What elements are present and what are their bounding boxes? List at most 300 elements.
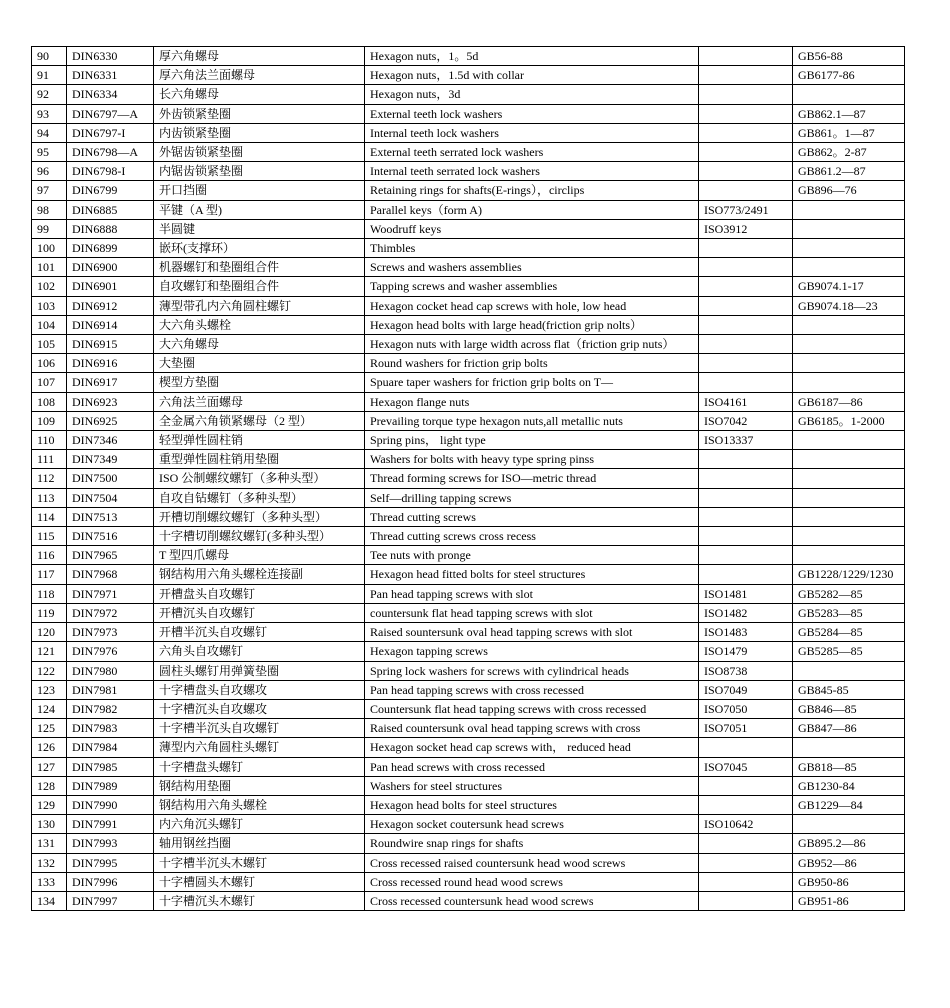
chinese-name-cell: 内锯齿锁紧垫圈 <box>154 162 365 181</box>
row-number-cell: 125 <box>32 719 67 738</box>
english-description-cell: Hexagon head fitted bolts for steel structures <box>365 565 699 584</box>
english-description-cell: Washers for bolts with heavy type spring pinss <box>365 450 699 469</box>
chinese-name-cell: 十字槽切削螺纹螺钉(多种头型） <box>154 527 365 546</box>
iso-code-cell: ISO1483 <box>699 623 793 642</box>
english-description-cell: Woodruff keys <box>365 219 699 238</box>
gb-code-cell <box>793 335 905 354</box>
row-number-cell: 123 <box>32 680 67 699</box>
gb-code-cell <box>793 527 905 546</box>
din-code-cell: DIN6915 <box>67 335 154 354</box>
row-number-cell: 93 <box>32 104 67 123</box>
english-description-cell: Hexagon socket coutersunk head screws <box>365 815 699 834</box>
chinese-name-cell: 厚六角螺母 <box>154 47 365 66</box>
chinese-name-cell: 圆柱头螺钉用弹簧垫圈 <box>154 661 365 680</box>
chinese-name-cell: 内六角沉头螺钉 <box>154 815 365 834</box>
iso-code-cell <box>699 66 793 85</box>
chinese-name-cell: 开槽盘头自攻螺钉 <box>154 584 365 603</box>
din-code-cell: DIN6925 <box>67 411 154 430</box>
iso-code-cell: ISO7050 <box>699 699 793 718</box>
din-code-cell: DIN7513 <box>67 507 154 526</box>
row-number-cell: 130 <box>32 815 67 834</box>
iso-code-cell: ISO10642 <box>699 815 793 834</box>
gb-code-cell <box>793 239 905 258</box>
english-description-cell: Countersunk flat head tapping screws with cross recessed <box>365 699 699 718</box>
english-description-cell: Hexagon socket head cap screws with， reduced head <box>365 738 699 757</box>
gb-code-cell <box>793 219 905 238</box>
table-row <box>32 661 905 680</box>
table-row <box>32 757 905 776</box>
din-code-cell: DIN7997 <box>67 891 154 910</box>
chinese-name-cell: 自攻自钻螺钉（多种头型） <box>154 488 365 507</box>
din-code-cell: DIN7981 <box>67 680 154 699</box>
english-description-cell: Spring pins， light type <box>365 431 699 450</box>
table-row <box>32 411 905 430</box>
chinese-name-cell: 大六角头螺栓 <box>154 315 365 334</box>
row-number-cell: 90 <box>32 47 67 66</box>
iso-code-cell: ISO7051 <box>699 719 793 738</box>
gb-code-cell: GB952—86 <box>793 853 905 872</box>
table-row <box>32 815 905 834</box>
gb-code-cell: GB818—85 <box>793 757 905 776</box>
row-number-cell: 112 <box>32 469 67 488</box>
din-code-cell: DIN7349 <box>67 450 154 469</box>
row-number-cell: 122 <box>32 661 67 680</box>
din-code-cell: DIN7968 <box>67 565 154 584</box>
english-description-cell: Hexagon nuts with large width across flat（friction grip nuts） <box>365 335 699 354</box>
chinese-name-cell: 钢结构用六角头螺栓 <box>154 795 365 814</box>
gb-code-cell <box>793 315 905 334</box>
table-row <box>32 66 905 85</box>
iso-code-cell <box>699 143 793 162</box>
din-code-cell: DIN7991 <box>67 815 154 834</box>
table-row <box>32 315 905 334</box>
iso-code-cell: ISO1482 <box>699 603 793 622</box>
gb-code-cell <box>793 661 905 680</box>
row-number-cell: 97 <box>32 181 67 200</box>
iso-code-cell: ISO7045 <box>699 757 793 776</box>
iso-code-cell <box>699 834 793 853</box>
iso-code-cell <box>699 335 793 354</box>
row-number-cell: 127 <box>32 757 67 776</box>
gb-code-cell <box>793 488 905 507</box>
chinese-name-cell: 薄型内六角圆柱头螺钉 <box>154 738 365 757</box>
table-row <box>32 642 905 661</box>
gb-code-cell <box>793 373 905 392</box>
english-description-cell: Spring lock washers for screws with cylindrical heads <box>365 661 699 680</box>
din-code-cell: DIN6888 <box>67 219 154 238</box>
table-row <box>32 872 905 891</box>
chinese-name-cell: 半圆键 <box>154 219 365 238</box>
table-row <box>32 565 905 584</box>
din-code-cell: DIN7504 <box>67 488 154 507</box>
iso-code-cell <box>699 872 793 891</box>
table-row <box>32 239 905 258</box>
din-code-cell: DIN7990 <box>67 795 154 814</box>
chinese-name-cell: 六角头自攻螺钉 <box>154 642 365 661</box>
english-description-cell: Parallel keys（form A) <box>365 200 699 219</box>
english-description-cell: Tapping screws and washer assemblies <box>365 277 699 296</box>
english-description-cell: Hexagon tapping screws <box>365 642 699 661</box>
din-code-cell: DIN7516 <box>67 527 154 546</box>
english-description-cell: Cross recessed raised countersunk head wood screws <box>365 853 699 872</box>
gb-code-cell: GB5284—85 <box>793 623 905 642</box>
row-number-cell: 109 <box>32 411 67 430</box>
chinese-name-cell: 平键（A 型) <box>154 200 365 219</box>
din-code-cell: DIN7996 <box>67 872 154 891</box>
row-number-cell: 108 <box>32 392 67 411</box>
din-code-cell: DIN6799 <box>67 181 154 200</box>
row-number-cell: 106 <box>32 354 67 373</box>
english-description-cell: Self—drilling tapping screws <box>365 488 699 507</box>
table-row <box>32 776 905 795</box>
iso-code-cell <box>699 450 793 469</box>
table-row <box>32 738 905 757</box>
gb-code-cell <box>793 354 905 373</box>
chinese-name-cell: 钢结构用六角头螺栓连接副 <box>154 565 365 584</box>
din-code-cell: DIN7989 <box>67 776 154 795</box>
din-code-cell: DIN6923 <box>67 392 154 411</box>
english-description-cell: Thread forming screws for ISO—metric thread <box>365 469 699 488</box>
iso-code-cell <box>699 738 793 757</box>
chinese-name-cell: 薄型带孔内六角圆柱螺钉 <box>154 296 365 315</box>
iso-code-cell: ISO1481 <box>699 584 793 603</box>
row-number-cell: 133 <box>32 872 67 891</box>
chinese-name-cell: 十字槽半沉头木螺钉 <box>154 853 365 872</box>
row-number-cell: 119 <box>32 603 67 622</box>
table-row <box>32 162 905 181</box>
din-code-cell: DIN6798-I <box>67 162 154 181</box>
gb-code-cell: GB56-88 <box>793 47 905 66</box>
table-row <box>32 104 905 123</box>
iso-code-cell <box>699 507 793 526</box>
english-description-cell: Washers for steel structures <box>365 776 699 795</box>
english-description-cell: Thread cutting screws cross recess <box>365 527 699 546</box>
gb-code-cell: GB861。1—87 <box>793 123 905 142</box>
chinese-name-cell: 开槽切削螺纹螺钉（多种头型） <box>154 507 365 526</box>
din-code-cell: DIN6916 <box>67 354 154 373</box>
english-description-cell: Hexagon cocket head cap screws with hole, low head <box>365 296 699 315</box>
gb-code-cell: GB6185。1-2000 <box>793 411 905 430</box>
row-number-cell: 94 <box>32 123 67 142</box>
gb-code-cell <box>793 815 905 834</box>
english-description-cell: Round washers for friction grip bolts <box>365 354 699 373</box>
din-code-cell: DIN6899 <box>67 239 154 258</box>
iso-code-cell <box>699 296 793 315</box>
iso-code-cell <box>699 181 793 200</box>
table-row <box>32 85 905 104</box>
chinese-name-cell: 十字槽盘头螺钉 <box>154 757 365 776</box>
chinese-name-cell: 开口挡圈 <box>154 181 365 200</box>
gb-code-cell <box>793 738 905 757</box>
english-description-cell: Pan head screws with cross recessed <box>365 757 699 776</box>
table-row <box>32 507 905 526</box>
english-description-cell: Raised countersunk oval head tapping screws with cross <box>365 719 699 738</box>
table-row <box>32 546 905 565</box>
chinese-name-cell: 大垫圈 <box>154 354 365 373</box>
gb-code-cell: GB862。2-87 <box>793 143 905 162</box>
iso-code-cell <box>699 239 793 258</box>
row-number-cell: 114 <box>32 507 67 526</box>
row-number-cell: 124 <box>32 699 67 718</box>
table-row <box>32 450 905 469</box>
chinese-name-cell: T 型四爪螺母 <box>154 546 365 565</box>
gb-code-cell <box>793 431 905 450</box>
english-description-cell: Thimbles <box>365 239 699 258</box>
row-number-cell: 115 <box>32 527 67 546</box>
gb-code-cell <box>793 200 905 219</box>
english-description-cell: Screws and washers assemblies <box>365 258 699 277</box>
table-row <box>32 719 905 738</box>
table-row <box>32 354 905 373</box>
din-code-cell: DIN6914 <box>67 315 154 334</box>
din-code-cell: DIN7972 <box>67 603 154 622</box>
iso-code-cell <box>699 488 793 507</box>
row-number-cell: 131 <box>32 834 67 853</box>
gb-code-cell: GB6177-86 <box>793 66 905 85</box>
chinese-name-cell: 十字槽圆头木螺钉 <box>154 872 365 891</box>
row-number-cell: 120 <box>32 623 67 642</box>
english-description-cell: Hexagon nuts，3d <box>365 85 699 104</box>
chinese-name-cell: 六角法兰面螺母 <box>154 392 365 411</box>
din-code-cell: DIN6798—A <box>67 143 154 162</box>
gb-code-cell <box>793 258 905 277</box>
iso-code-cell <box>699 373 793 392</box>
chinese-name-cell: 厚六角法兰面螺母 <box>154 66 365 85</box>
gb-code-cell: GB5282—85 <box>793 584 905 603</box>
chinese-name-cell: 十字槽沉头自攻螺攻 <box>154 699 365 718</box>
iso-code-cell <box>699 776 793 795</box>
row-number-cell: 134 <box>32 891 67 910</box>
gb-code-cell: GB6187—86 <box>793 392 905 411</box>
din-code-cell: DIN7982 <box>67 699 154 718</box>
chinese-name-cell: 开槽半沉头自攻螺钉 <box>154 623 365 642</box>
din-code-cell: DIN7995 <box>67 853 154 872</box>
table-row <box>32 699 905 718</box>
table-row <box>32 584 905 603</box>
din-code-cell: DIN7980 <box>67 661 154 680</box>
english-description-cell: External teeth lock washers <box>365 104 699 123</box>
din-code-cell: DIN6797-I <box>67 123 154 142</box>
table-row <box>32 47 905 66</box>
gb-code-cell: GB5283—85 <box>793 603 905 622</box>
table-row <box>32 296 905 315</box>
gb-code-cell: GB950-86 <box>793 872 905 891</box>
din-code-cell: DIN6912 <box>67 296 154 315</box>
english-description-cell: Pan head tapping screws with slot <box>365 584 699 603</box>
chinese-name-cell: 嵌环(支撑环） <box>154 239 365 258</box>
english-description-cell: Retaining rings for shafts(E-rings），circlips <box>365 181 699 200</box>
din-code-cell: DIN6797—A <box>67 104 154 123</box>
chinese-name-cell: 外齿锁紧垫圈 <box>154 104 365 123</box>
table-row <box>32 200 905 219</box>
din-code-cell: DIN7984 <box>67 738 154 757</box>
din-code-cell: DIN7976 <box>67 642 154 661</box>
table-row <box>32 181 905 200</box>
gb-code-cell: GB861.2—87 <box>793 162 905 181</box>
iso-code-cell <box>699 853 793 872</box>
row-number-cell: 126 <box>32 738 67 757</box>
iso-code-cell: ISO3912 <box>699 219 793 238</box>
row-number-cell: 116 <box>32 546 67 565</box>
row-number-cell: 95 <box>32 143 67 162</box>
table-row <box>32 603 905 622</box>
chinese-name-cell: 内齿锁紧垫圈 <box>154 123 365 142</box>
iso-code-cell <box>699 315 793 334</box>
row-number-cell: 101 <box>32 258 67 277</box>
table-row <box>32 373 905 392</box>
chinese-name-cell: 轻型弹性圆柱销 <box>154 431 365 450</box>
english-description-cell: Thread cutting screws <box>365 507 699 526</box>
standards-table-body <box>32 47 905 911</box>
english-description-cell: Hexagon head bolts for steel structures <box>365 795 699 814</box>
chinese-name-cell: 楔型方垫圈 <box>154 373 365 392</box>
iso-code-cell <box>699 469 793 488</box>
gb-code-cell: GB845-85 <box>793 680 905 699</box>
gb-code-cell: GB862.1—87 <box>793 104 905 123</box>
row-number-cell: 128 <box>32 776 67 795</box>
din-code-cell: DIN6885 <box>67 200 154 219</box>
gb-code-cell: GB9074.18—23 <box>793 296 905 315</box>
english-description-cell: Cross recessed round head wood screws <box>365 872 699 891</box>
row-number-cell: 129 <box>32 795 67 814</box>
gb-code-cell <box>793 507 905 526</box>
gb-code-cell: GB9074.1-17 <box>793 277 905 296</box>
row-number-cell: 121 <box>32 642 67 661</box>
iso-code-cell: ISO4161 <box>699 392 793 411</box>
row-number-cell: 99 <box>32 219 67 238</box>
gb-code-cell <box>793 450 905 469</box>
table-row <box>32 527 905 546</box>
din-code-cell: DIN6900 <box>67 258 154 277</box>
gb-code-cell: GB5285—85 <box>793 642 905 661</box>
english-description-cell: Roundwire snap rings for shafts <box>365 834 699 853</box>
english-description-cell: Pan head tapping screws with cross recessed <box>365 680 699 699</box>
english-description-cell: Raised sountersunk oval head tapping screws with slot <box>365 623 699 642</box>
row-number-cell: 91 <box>32 66 67 85</box>
table-row <box>32 335 905 354</box>
chinese-name-cell: 外锯齿锁紧垫圈 <box>154 143 365 162</box>
chinese-name-cell: 开槽沉头自攻螺钉 <box>154 603 365 622</box>
row-number-cell: 102 <box>32 277 67 296</box>
table-row <box>32 834 905 853</box>
english-description-cell: Hexagon nuts，1。5d <box>365 47 699 66</box>
chinese-name-cell: 十字槽沉头木螺钉 <box>154 891 365 910</box>
iso-code-cell: ISO1479 <box>699 642 793 661</box>
english-description-cell: Tee nuts with pronge <box>365 546 699 565</box>
table-row <box>32 392 905 411</box>
row-number-cell: 113 <box>32 488 67 507</box>
table-row <box>32 853 905 872</box>
iso-code-cell <box>699 527 793 546</box>
gb-code-cell: GB1229—84 <box>793 795 905 814</box>
row-number-cell: 107 <box>32 373 67 392</box>
gb-code-cell: GB895.2—86 <box>793 834 905 853</box>
chinese-name-cell: 机器螺钉和垫圈组合件 <box>154 258 365 277</box>
iso-code-cell <box>699 891 793 910</box>
iso-code-cell <box>699 162 793 181</box>
document-page <box>31 46 904 911</box>
gb-code-cell <box>793 469 905 488</box>
iso-code-cell <box>699 795 793 814</box>
row-number-cell: 118 <box>32 584 67 603</box>
gb-code-cell: GB1228/1229/1230 <box>793 565 905 584</box>
row-number-cell: 104 <box>32 315 67 334</box>
table-row <box>32 469 905 488</box>
english-description-cell: External teeth serrated lock washers <box>365 143 699 162</box>
chinese-name-cell: 长六角螺母 <box>154 85 365 104</box>
iso-code-cell: ISO773/2491 <box>699 200 793 219</box>
chinese-name-cell: 十字槽盘头自攻螺攻 <box>154 680 365 699</box>
din-code-cell: DIN7971 <box>67 584 154 603</box>
row-number-cell: 132 <box>32 853 67 872</box>
gb-code-cell: GB847—86 <box>793 719 905 738</box>
english-description-cell: Internal teeth lock washers <box>365 123 699 142</box>
row-number-cell: 110 <box>32 431 67 450</box>
table-row <box>32 277 905 296</box>
standards-table <box>31 46 905 911</box>
chinese-name-cell: 轴用钢丝挡圈 <box>154 834 365 853</box>
din-code-cell: DIN6917 <box>67 373 154 392</box>
table-row <box>32 623 905 642</box>
gb-code-cell <box>793 546 905 565</box>
iso-code-cell: ISO13337 <box>699 431 793 450</box>
table-row <box>32 488 905 507</box>
din-code-cell: DIN7993 <box>67 834 154 853</box>
iso-code-cell: ISO7049 <box>699 680 793 699</box>
chinese-name-cell: 重型弹性圆柱销用垫圈 <box>154 450 365 469</box>
english-description-cell: Hexagon flange nuts <box>365 392 699 411</box>
chinese-name-cell: 十字槽半沉头自攻螺钉 <box>154 719 365 738</box>
table-row <box>32 123 905 142</box>
english-description-cell: Prevailing torque type hexagon nuts,all metallic nuts <box>365 411 699 430</box>
table-row <box>32 143 905 162</box>
gb-code-cell: GB951-86 <box>793 891 905 910</box>
din-code-cell: DIN7500 <box>67 469 154 488</box>
table-row <box>32 680 905 699</box>
gb-code-cell: GB846—85 <box>793 699 905 718</box>
iso-code-cell <box>699 354 793 373</box>
din-code-cell: DIN7973 <box>67 623 154 642</box>
chinese-name-cell: 全金属六角锁紧螺母（2 型） <box>154 411 365 430</box>
iso-code-cell <box>699 546 793 565</box>
row-number-cell: 100 <box>32 239 67 258</box>
english-description-cell: Internal teeth serrated lock washers <box>365 162 699 181</box>
table-row <box>32 258 905 277</box>
iso-code-cell: ISO7042 <box>699 411 793 430</box>
chinese-name-cell: 钢结构用垫圈 <box>154 776 365 795</box>
english-description-cell: Hexagon head bolts with large head(friction grip nolts） <box>365 315 699 334</box>
chinese-name-cell: 大六角螺母 <box>154 335 365 354</box>
row-number-cell: 98 <box>32 200 67 219</box>
english-description-cell: Spuare taper washers for friction grip bolts on T— <box>365 373 699 392</box>
din-code-cell: DIN6331 <box>67 66 154 85</box>
english-description-cell: Hexagon nuts，1.5d with collar <box>365 66 699 85</box>
english-description-cell: countersunk flat head tapping screws with slot <box>365 603 699 622</box>
iso-code-cell <box>699 104 793 123</box>
iso-code-cell <box>699 258 793 277</box>
iso-code-cell <box>699 47 793 66</box>
iso-code-cell <box>699 565 793 584</box>
row-number-cell: 92 <box>32 85 67 104</box>
table-row <box>32 795 905 814</box>
din-code-cell: DIN6330 <box>67 47 154 66</box>
din-code-cell: DIN7965 <box>67 546 154 565</box>
chinese-name-cell: ISO 公制螺纹螺钉（多种头型） <box>154 469 365 488</box>
din-code-cell: DIN6901 <box>67 277 154 296</box>
table-row <box>32 891 905 910</box>
din-code-cell: DIN7985 <box>67 757 154 776</box>
din-code-cell: DIN7346 <box>67 431 154 450</box>
